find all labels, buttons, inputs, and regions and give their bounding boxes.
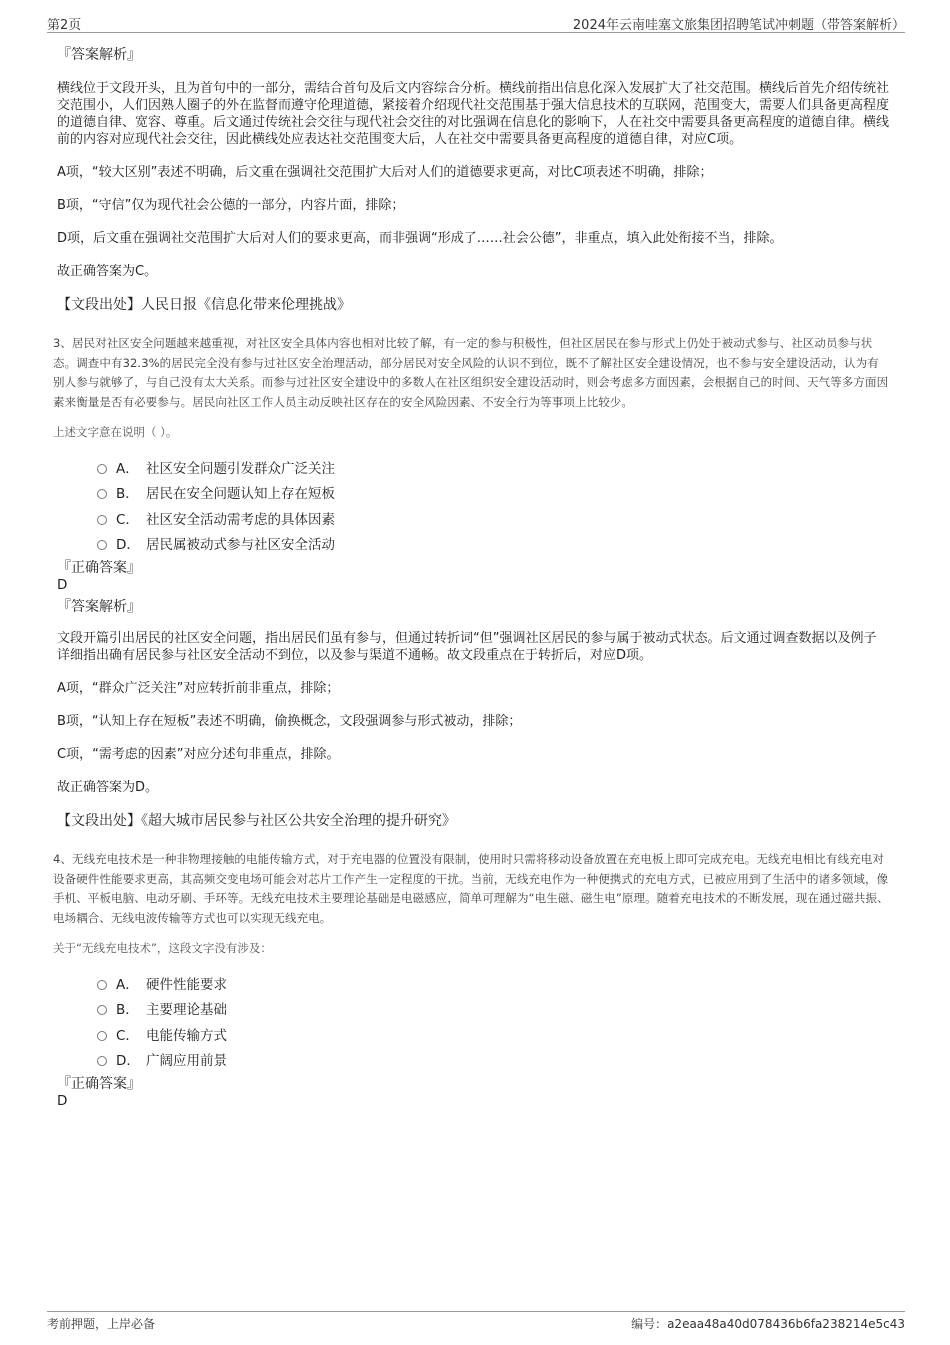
option-text: 广阔应用前景: [146, 1053, 227, 1070]
analysis-title: 『答案解析』: [57, 47, 141, 63]
option-letter: D．: [116, 537, 140, 554]
analysis-paragraph: A项，“较大区别”表述不明确，后文重在强调社交范围扩大后对人们的道德要求更高，对比C项表述不明确，排除；: [57, 165, 713, 180]
correct-answer-value: D: [57, 577, 68, 593]
analysis-paragraph: A项，“群众广泛关注”对应转折前非重点，排除；: [57, 681, 340, 696]
option-text: 主要理论基础: [146, 1002, 227, 1019]
question-3-text: 3、居民对社区安全问题越来越重视，对社区安全具体内容也相对比较了解，有一定的参与积极性，但社区居民在参与形式上仍处于被动式参与、社区动员参与状态。调查中有32.3%的居民完全没有参与过社区安全治理活动，部分居民对安全风险的认识不到位，既不了解社区安全建设情况，也不参与安全建设活动，认为有别人参与就够了，与自己没有太大关系。而参与过社区安全建设中的多数人在社区组织安全建设活动时，则会考虑多方面因素，会根据自己的时间、天气等多方面因素来衡量是否有必要参与。居民向社区工作人员主动反映社区存在的安全风险因素、不安全行为等事项上比较少。: [53, 336, 889, 409]
correct-answer-value: D: [57, 1093, 68, 1109]
footer-slogan: 考前押题，上岸必备: [47, 1317, 156, 1331]
radio-icon[interactable]: [97, 1005, 107, 1015]
analysis-title: 『答案解析』: [57, 599, 141, 615]
option-b[interactable]: [97, 996, 889, 1022]
question-4-options: [97, 970, 889, 1072]
correct-answer-title: 『正确答案』: [57, 560, 141, 576]
analysis-paragraph: 文段开篇引出居民的社区安全问题，指出居民们虽有参与，但通过转折词“但”强调社区居民的参与属于被动式状态。后文通过调查数据以及例子详细指出确有居民参与社区安全活动不到位，以及参与渠道不通畅。故文段重点在于转折后，对应D项。: [57, 631, 877, 663]
option-d[interactable]: [97, 1047, 889, 1073]
option-text: 硬件性能要求: [146, 976, 227, 993]
option-d[interactable]: [97, 531, 889, 557]
radio-icon[interactable]: [97, 515, 107, 525]
option-letter: D．: [116, 1053, 140, 1070]
question-4-prompt: 关于“无线充电技术”，这段文字没有涉及：: [53, 941, 272, 955]
option-letter: C．: [116, 1027, 139, 1044]
option-text: 居民属被动式参与社区安全活动: [146, 537, 335, 554]
option-letter: A．: [116, 460, 139, 477]
question-4-text: 4、无线充电技术是一种非物理接触的电能传输方式，对于充电器的位置没有限制，使用时只需将移动设备放置在充电板上即可完成充电。无线充电相比有线充电对设备硬件性能要求更高，其高频交变电场可能会对芯片工作产生一定程度的干扰。当前，无线充电作为一种便携式的充电方式，已被应用到了生活中的诸多领域，像手机、平板电脑、电动牙刷、手环等。无线充电技术主要理论基础是电磁感应，简单可理解为“电生磁、磁生电”原理。随着充电技术的不断发展，现在通过磁共振、电场耦合、无线电波传输等方式也可以实现无线充电。: [53, 852, 889, 925]
radio-icon[interactable]: [97, 1056, 107, 1066]
option-c[interactable]: [97, 505, 889, 531]
question-3-prompt: 上述文字意在说明（ ）。: [53, 425, 178, 439]
page-header: [47, 14, 905, 33]
option-a[interactable]: [97, 970, 889, 996]
radio-icon[interactable]: [97, 980, 107, 990]
option-letter: B．: [116, 486, 139, 503]
radio-icon[interactable]: [97, 489, 107, 499]
document-id: 编号：a2eaa48a40d078436b6fa238214e5c43: [631, 1317, 905, 1331]
option-text: 社区安全问题引发群众广泛关注: [146, 460, 335, 477]
correct-answer-title: 『正确答案』: [57, 1076, 141, 1092]
analysis-paragraph: 故正确答案为D。: [57, 780, 159, 795]
option-letter: C．: [116, 511, 139, 528]
radio-icon[interactable]: [97, 1031, 107, 1041]
question-3-options: [97, 454, 889, 556]
analysis-paragraph: B项，“守信”仅为现代社会公德的一部分，内容片面，排除；: [57, 198, 405, 213]
option-text: 社区安全活动需考虑的具体因素: [146, 511, 335, 528]
radio-icon[interactable]: [97, 540, 107, 550]
radio-icon[interactable]: [97, 464, 107, 474]
source-citation: 【文段出处】人民日报《信息化带来伦理挑战》: [57, 297, 351, 313]
option-text: 电能传输方式: [146, 1027, 227, 1044]
analysis-paragraph: 横线位于文段开头，且为首句中的一部分，需结合首句及后文内容综合分析。横线前指出信息化深入发展扩大了社交范围。横线后首先介绍传统社交范围小，人们因熟人圈子的外在监督而遵守伦理道德，紧接着介绍现代社交范围基于强大信息技术的互联网，范围变大，需要人们具备更高程度的道德自律、宽容、尊重。后文通过传统社会交往与现代社会交往的对比强调在信息化的影响下，人在社交中需要具备更高程度的道德自律。横线前的内容对应现代社会交往，因此横线处应表达社交范围变大后，人在社交中需要具备更高程度的道德自律，对应C项。: [57, 81, 890, 147]
option-c[interactable]: [97, 1021, 889, 1047]
option-letter: A．: [116, 976, 139, 993]
analysis-paragraph: D项，后文重在强调社交范围扩大后对人们的要求更高，而非强调“形成了……社会公德”，非重点，填入此处衔接不当，排除。: [57, 231, 783, 246]
page-number: 第2页: [47, 18, 82, 33]
page-footer: [47, 1311, 905, 1332]
document-title: 2024年云南哇塞文旅集团招聘笔试冲刺题（带答案解析）: [572, 18, 905, 33]
option-a[interactable]: [97, 454, 889, 480]
analysis-paragraph: 故正确答案为C。: [57, 264, 158, 279]
source-citation: 【文段出处】《超大城市居民参与社区公共安全治理的提升研究》: [57, 813, 456, 829]
option-letter: B．: [116, 1002, 139, 1019]
page-content: [53, 46, 890, 1114]
option-text: 居民在安全问题认知上存在短板: [146, 486, 335, 503]
analysis-paragraph: B项，“认知上存在短板”表述不明确，偷换概念，文段强调参与形式被动，排除；: [57, 714, 522, 729]
option-b[interactable]: [97, 480, 889, 506]
analysis-paragraph: C项，“需考虑的因素”对应分述句非重点，排除。: [57, 747, 340, 762]
